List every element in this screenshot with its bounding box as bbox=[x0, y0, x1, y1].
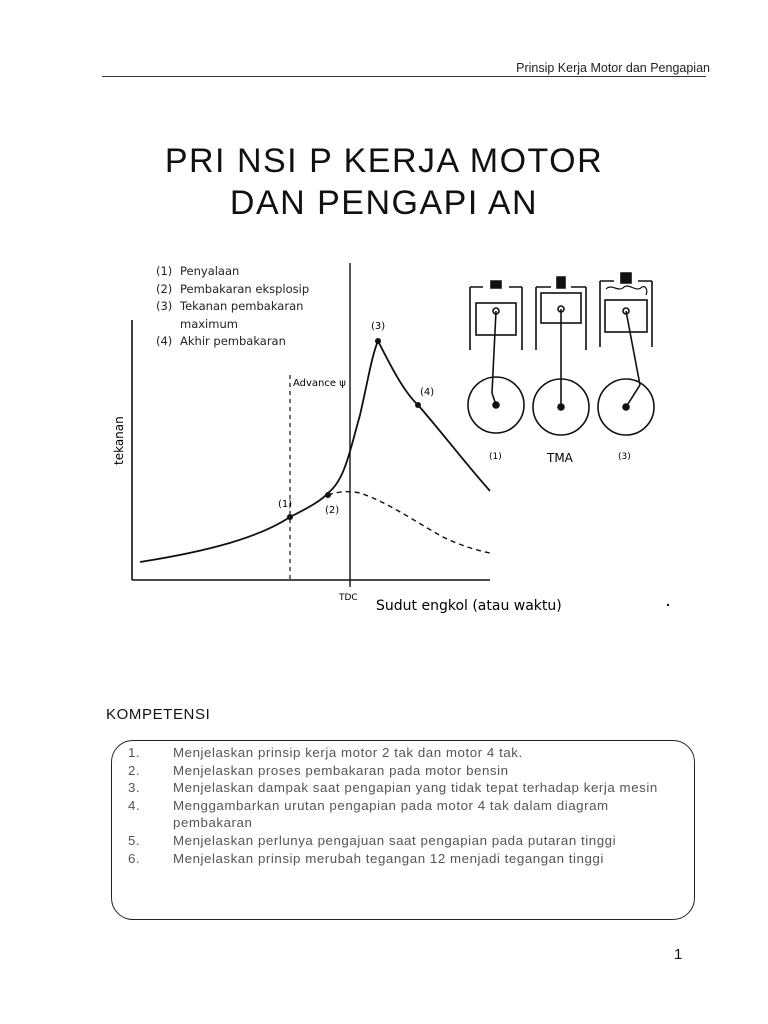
competency-item bbox=[128, 797, 688, 832]
competency-text: Menggambarkan urutan pengapian pada motor 4 tak dalam diagram pembakaran bbox=[173, 797, 609, 831]
title-line-2: DAN PENGAPI AN bbox=[229, 184, 539, 222]
legend-item bbox=[156, 333, 309, 351]
point-4-marker bbox=[415, 402, 421, 408]
engine-label-1: (1) bbox=[489, 452, 502, 462]
title-line-1: PRI NSI P KERJA MOTOR bbox=[164, 142, 604, 180]
point-2-label: (2) bbox=[325, 505, 340, 516]
competency-item bbox=[128, 779, 688, 797]
competency-text: Menjelaskan prinsip merubah tegangan 12 menjadi tegangan tinggi bbox=[173, 850, 604, 866]
engine-label-tma: TMA bbox=[547, 451, 573, 465]
competency-number: 3. bbox=[128, 780, 141, 796]
legend-text-continuation: maximum bbox=[180, 316, 238, 331]
competency-number: 2. bbox=[128, 762, 141, 778]
pressure-crank-angle-figure bbox=[100, 255, 700, 625]
legend-item bbox=[156, 263, 309, 281]
compression-only-curve bbox=[328, 492, 490, 553]
x-axis-label: Sudut engkol (atau waktu) bbox=[376, 598, 562, 614]
advance-label: Advance ψ bbox=[293, 378, 346, 389]
point-1-marker bbox=[287, 514, 293, 520]
competency-text: Menjelaskan proses pembakaran pada motor bensin bbox=[173, 762, 509, 778]
legend-text: Akhir pembakaran bbox=[180, 334, 286, 348]
competency-text: Menjelaskan dampak saat pengapian yang tidak tepat terhadap kerja mesin bbox=[173, 780, 658, 796]
legend-item bbox=[156, 281, 309, 299]
point-4-label: (4) bbox=[420, 387, 435, 398]
competency-list bbox=[128, 744, 688, 867]
point-2-marker bbox=[325, 492, 331, 498]
competency-text: Menjelaskan prinsip kerja motor 2 tak dan motor 4 tak. bbox=[173, 745, 523, 760]
engine-sketch-2 bbox=[533, 277, 589, 435]
engine-label-3: (3) bbox=[618, 452, 631, 462]
speck-mark bbox=[667, 604, 669, 606]
competency-number: 6. bbox=[128, 850, 141, 866]
competency-item bbox=[128, 832, 688, 850]
engine-sketch-3 bbox=[598, 273, 654, 435]
page-title bbox=[0, 140, 768, 224]
legend-number: (4) bbox=[156, 334, 173, 348]
point-1-label: (1) bbox=[278, 499, 293, 510]
legend-number: (3) bbox=[156, 299, 173, 313]
legend-item bbox=[156, 298, 309, 316]
engine-sketch-1 bbox=[468, 281, 524, 433]
running-header: Prinsip Kerja Motor dan Pengapian bbox=[516, 61, 710, 75]
legend-text: Penyalaan bbox=[180, 264, 240, 278]
competency-text: Menjelaskan perlunya pengajuan saat pengapian pada putaran tinggi bbox=[173, 832, 617, 848]
legend-text: Pembakaran eksplosip bbox=[180, 281, 310, 296]
competency-number: 4. bbox=[128, 797, 141, 813]
legend-number: (1) bbox=[156, 264, 173, 278]
tdc-label: TDC bbox=[339, 593, 358, 603]
legend-text: Tekanan pembakaran bbox=[180, 299, 304, 313]
combustion-pressure-curve bbox=[140, 341, 490, 562]
competency-number: 1. bbox=[128, 745, 141, 760]
header-rule bbox=[102, 76, 706, 77]
point-3-label: (3) bbox=[371, 321, 386, 332]
figure-legend bbox=[156, 263, 309, 351]
point-3-marker bbox=[375, 338, 381, 344]
competency-item bbox=[128, 762, 688, 780]
competency-item bbox=[128, 850, 688, 868]
legend-number: (2) bbox=[156, 281, 173, 296]
competency-number: 5. bbox=[128, 832, 141, 848]
competency-heading: KOMPETENSI bbox=[106, 706, 211, 723]
y-axis-label: tekanan bbox=[112, 416, 126, 465]
competency-item bbox=[128, 744, 688, 762]
page-number: 1 bbox=[674, 946, 683, 963]
